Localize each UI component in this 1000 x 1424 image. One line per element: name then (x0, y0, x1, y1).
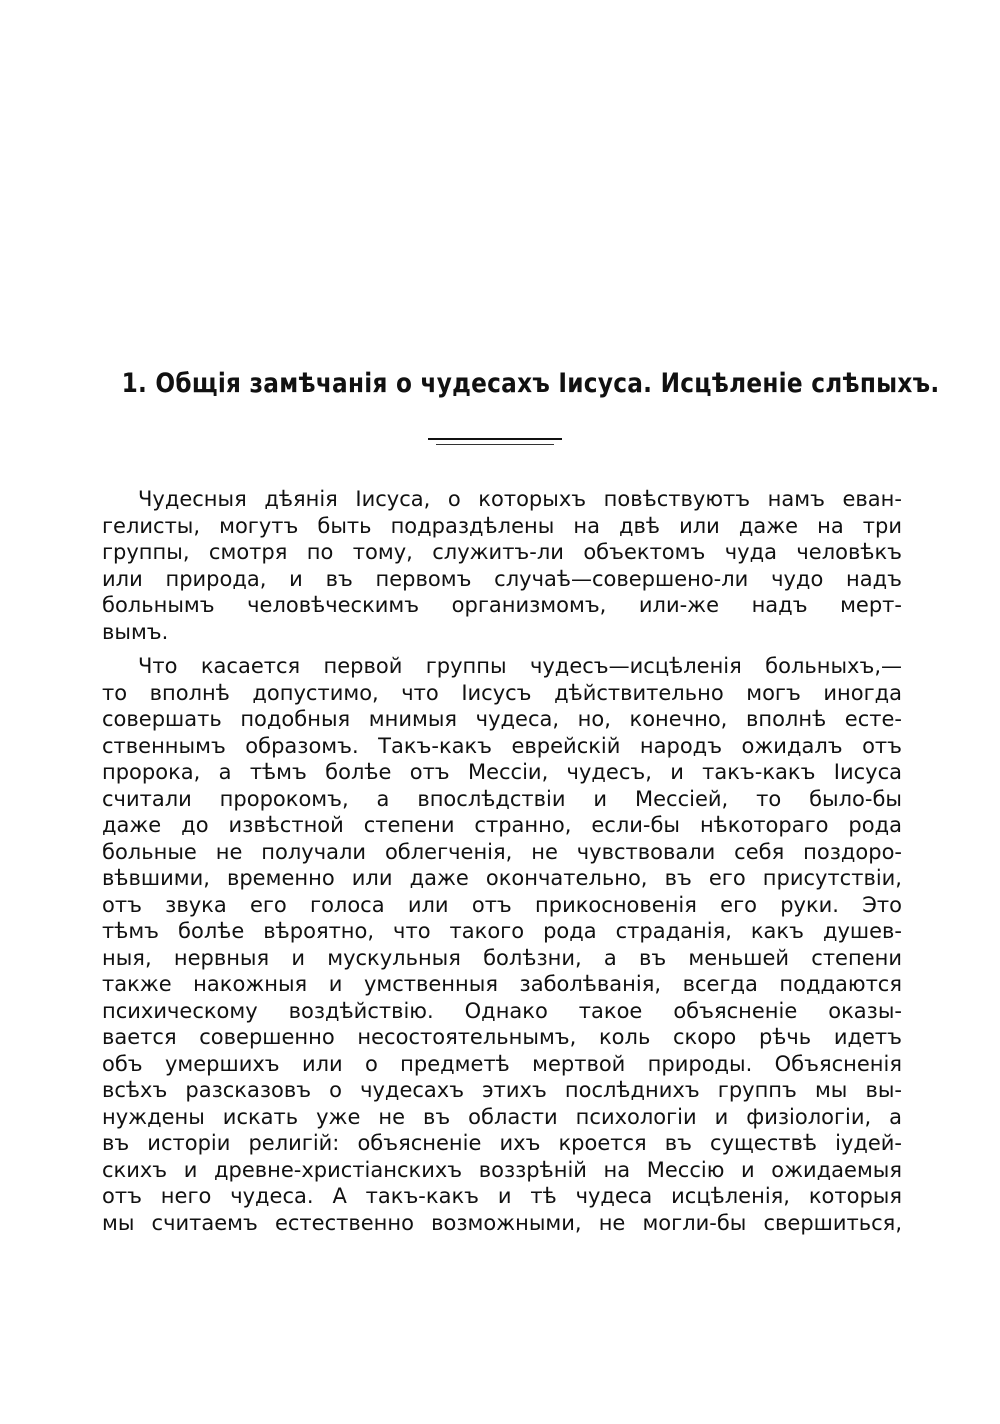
title-divider-thick-line (428, 438, 562, 440)
text-line: гелисты, могутъ быть подраздѣлены на двѣ или даже на три (102, 513, 902, 538)
title-divider (428, 438, 562, 446)
text-line: или природа, и въ первомъ случаѣ—совершено-ли чудо надъ (102, 566, 902, 591)
text-line: психическому воздѣйствію. Однако такое объясненіе оказы- (102, 998, 902, 1023)
text-line: Чудесныя дѣянія Іисуса, о которыхъ повѣствуютъ намъ еван- (138, 487, 902, 511)
body-text (102, 486, 902, 1236)
text-line: то вполнѣ допустимо, что Іисусъ дѣйствительно могъ иногда (102, 680, 902, 705)
paragraph (102, 486, 902, 645)
text-line: ныя, нервныя и мускульныя болѣзни, а въ меньшей степени (102, 945, 902, 970)
text-line: объ умершихъ или о предметѣ мертвой природы. Объясненія (102, 1051, 902, 1076)
text-line: вается совершенно несостоятельнымъ, коль скоро рѣчь идетъ (102, 1025, 902, 1049)
text-line: отъ звука его голоса или отъ прикосновенія его руки. Это (102, 892, 902, 917)
text-line: мы считаемъ естественно возможными, не могли-бы свершиться, (102, 1210, 902, 1235)
text-line: группы, смотря по тому, служитъ-ли объектомъ чуда человѣкъ (102, 540, 902, 564)
text-line: вѣвшими, временно или даже окончательно, въ его присутствіи, (102, 866, 902, 890)
text-line: тѣмъ болѣе вѣроятно, что такого рода страданія, какъ душев- (102, 919, 902, 943)
text-line: также накожныя и умственныя заболѣванія, всегда поддаются (102, 972, 902, 996)
paragraph (102, 653, 902, 1236)
text-line: даже до извѣстной степени странно, если-бы нѣкотораго рода (102, 813, 902, 837)
text-line: отъ него чудеса. А такъ-какъ и тѣ чудеса исцѣленія, которыя (102, 1184, 902, 1208)
text-line: пророка, а тѣмъ болѣе отъ Мессіи, чудесъ, и такъ-какъ Іисуса (102, 760, 902, 784)
text-line: Что касается первой группы чудесъ—исцѣленія больныхъ,— (138, 654, 902, 678)
text-line: нуждены искать уже не въ области психологіи и физіологіи, а (102, 1104, 902, 1129)
text-line: въ исторіи религій: объясненіе ихъ кроется въ существѣ іудей- (102, 1131, 902, 1155)
text-line: вымъ. (102, 619, 169, 644)
text-line: скихъ и древне-христіанскихъ воззрѣній на Мессію и ожидаемыя (102, 1157, 902, 1182)
text-line: ственнымъ образомъ. Такъ-какъ еврейскій народъ ожидалъ отъ (102, 733, 902, 758)
text-line: больные не получали облегченія, не чувствовали себя поздоро- (102, 839, 902, 864)
text-line: считали пророкомъ, а впослѣдствіи и Мессіей, то было-бы (102, 786, 902, 811)
title-divider-thin-line (436, 444, 554, 445)
text-line: больнымъ человѣческимъ организмомъ, или-же надъ мерт- (102, 593, 902, 617)
text-line: совершать подобныя мнимыя чудеса, но, конечно, вполнѣ есте- (102, 707, 902, 731)
text-line: всѣхъ разсказовъ о чудесахъ этихъ послѣднихъ группъ мы вы- (102, 1078, 902, 1102)
chapter-title: 1. Общія замѣчанія о чудесахъ Іисуса. Исцѣленіе слѣпыхъ. (121, 368, 940, 399)
